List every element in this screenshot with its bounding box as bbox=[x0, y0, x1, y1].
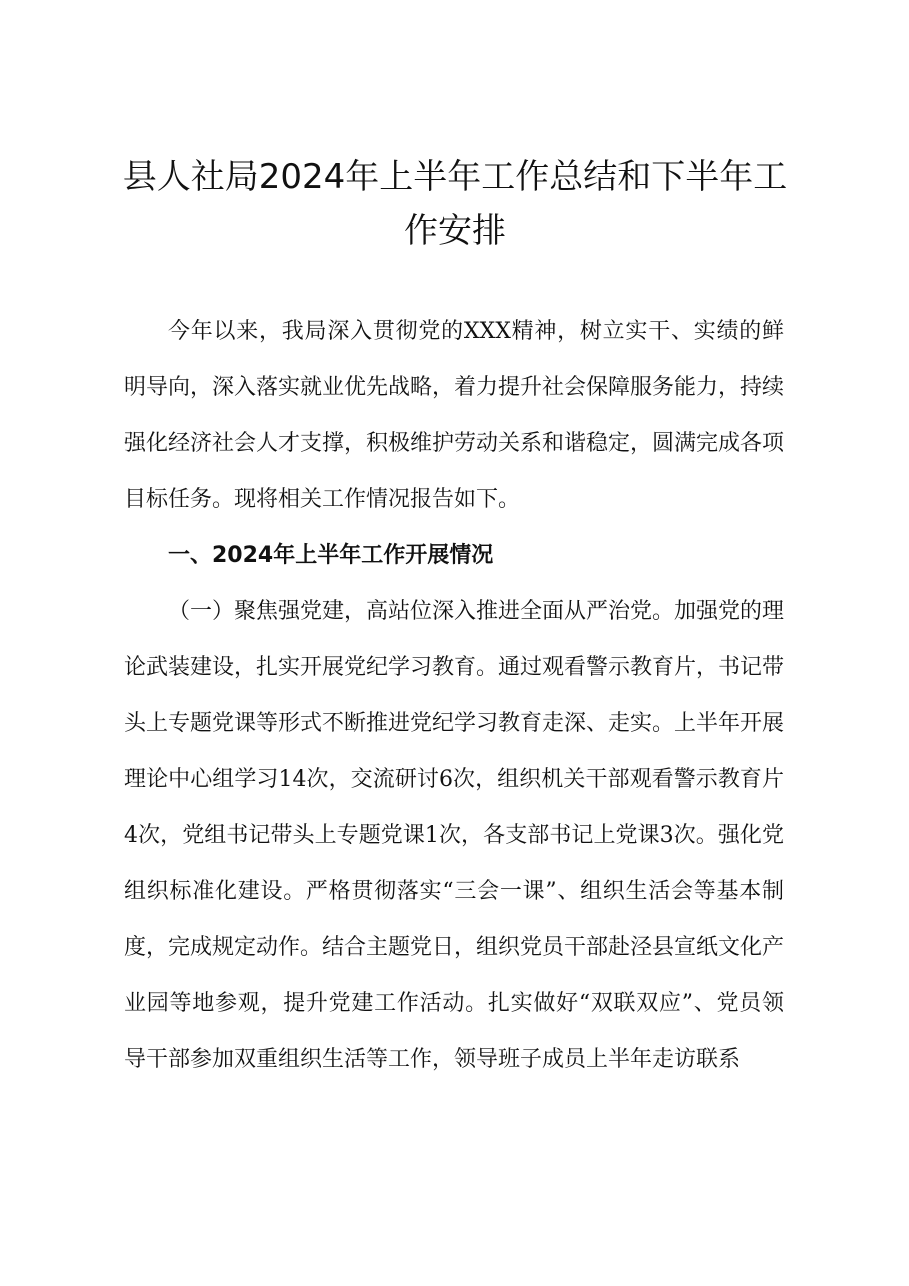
document-title: 县人社局2024年上半年工作总结和下半年工作安排 bbox=[122, 157, 788, 251]
section-heading: 一、2024年上半年工作开展情况 bbox=[168, 543, 494, 568]
document-body bbox=[124, 304, 784, 1088]
intro-paragraph: 今年以来，我局深入贯彻党的XXX精神，树立实干、实绩的鲜明导向，深入落实就业优先战略，着力提升社会保障服务能力，持续强化经济社会人才支撑，积极维护劳动关系和谐稳定，圆满完成各项目标任务。现将相关工作情况报告如下。 bbox=[124, 319, 785, 512]
body-paragraph: （一）聚焦强党建，高站位深入推进全面从严治党。加强党的理论武装建设，扎实开展党纪学习教育。通过观看警示教育片，书记带头上专题党课等形式不断推进党纪学习教育走深、走实。上半年开展理论中心组学习14次，交流研讨6次，组织机关干部观看警示教育片4次，党组书记带头上专题党课1次，各支部书记上党课3次。强化党组织标准化建设。严格贯彻落实“三会一课”、组织生活会等基本制度，完成规定动作。结合主题党日，组织党员干部赴泾县宣纸文化产业园等地参观，提升党建工作活动。扎实做好“双联双应”、党员领导干部参加双重组织生活等工作，领导班子成员上半年走访联系 bbox=[124, 599, 785, 1072]
